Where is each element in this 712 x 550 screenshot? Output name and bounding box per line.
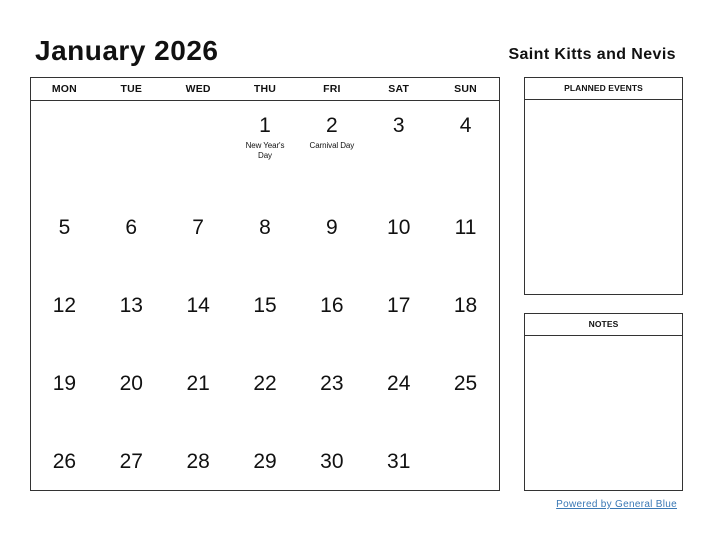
day-cell [232, 257, 299, 335]
day-cell [165, 179, 232, 257]
day-number: 20 [119, 372, 143, 395]
weekday-sun: SUN [454, 83, 477, 95]
weekday-sat: SAT [388, 83, 410, 95]
day-cell [432, 335, 499, 413]
day-cell [365, 413, 432, 491]
day-cell [298, 413, 365, 491]
day-cell [298, 101, 365, 179]
day-cell [98, 257, 165, 335]
day-number: 17 [387, 294, 411, 317]
day-cell [432, 101, 499, 179]
calendar-days [31, 101, 499, 491]
day-number: 22 [253, 372, 277, 395]
day-number: 13 [119, 294, 143, 317]
weekday-header-row [31, 78, 499, 101]
day-number: 23 [320, 372, 344, 395]
day-cell [165, 101, 232, 179]
day-cell [31, 257, 98, 335]
day-number: 30 [320, 450, 344, 473]
day-cell [232, 101, 299, 179]
day-number: 31 [387, 450, 411, 473]
day-cell [31, 413, 98, 491]
day-cell [98, 413, 165, 491]
day-cell [298, 179, 365, 257]
weekday-thu: THU [253, 83, 277, 95]
weekday-wed: WED [185, 83, 211, 95]
holiday-label: Carnival Day [309, 141, 355, 150]
day-cell [31, 335, 98, 413]
day-number: 7 [192, 216, 204, 239]
day-cell [365, 335, 432, 413]
day-number: 14 [186, 294, 210, 317]
day-number: 29 [253, 450, 277, 473]
day-number: 18 [453, 294, 478, 317]
day-number: 11 [454, 216, 477, 239]
day-cell [432, 179, 499, 257]
day-cell [365, 179, 432, 257]
day-number: 15 [253, 294, 277, 317]
day-cell [432, 413, 499, 491]
day-cell [232, 335, 299, 413]
day-number: 10 [387, 216, 411, 239]
day-number: 24 [387, 372, 411, 395]
day-cell [432, 257, 499, 335]
weekday-tue: TUE [120, 83, 143, 95]
day-cell [98, 179, 165, 257]
day-cell [365, 101, 432, 179]
day-number: 27 [119, 450, 143, 473]
day-cell [98, 335, 165, 413]
powered-by-link[interactable]: Powered by General Blue [556, 499, 677, 510]
day-number: 28 [186, 450, 210, 473]
day-cell [232, 413, 299, 491]
day-cell [298, 257, 365, 335]
country-name: Saint Kitts and Nevis [508, 46, 676, 63]
day-number: 19 [52, 372, 77, 395]
notes-panel [524, 313, 683, 491]
day-number: 25 [453, 372, 478, 395]
calendar-title: January 2026 [35, 35, 219, 66]
day-number: 16 [320, 294, 344, 317]
day-number: 12 [52, 294, 77, 317]
day-number: 26 [52, 450, 77, 473]
day-number: 6 [125, 216, 138, 239]
day-number: 2 [326, 114, 338, 137]
day-number: 21 [186, 372, 210, 395]
weekday-fri: FRI [323, 83, 341, 95]
day-cell [165, 413, 232, 491]
day-cell [31, 179, 98, 257]
day-number: 5 [58, 216, 71, 239]
calendar-grid [30, 77, 500, 491]
day-number: 1 [259, 114, 271, 137]
day-number: 9 [326, 216, 338, 239]
planned-events-title: PLANNED EVENTS [525, 78, 682, 100]
day-cell [232, 179, 299, 257]
day-cell [31, 101, 98, 179]
day-cell [165, 257, 232, 335]
day-cell [365, 257, 432, 335]
planned-events-panel [524, 77, 683, 295]
notes-title: NOTES [525, 314, 682, 336]
day-number: 3 [392, 114, 405, 137]
day-cell [165, 335, 232, 413]
day-cell [98, 101, 165, 179]
weekday-mon: MON [51, 83, 77, 95]
day-number: 8 [259, 216, 271, 239]
day-cell [298, 335, 365, 413]
day-number: 4 [459, 114, 472, 137]
holiday-label: New Year's Day [245, 141, 285, 160]
